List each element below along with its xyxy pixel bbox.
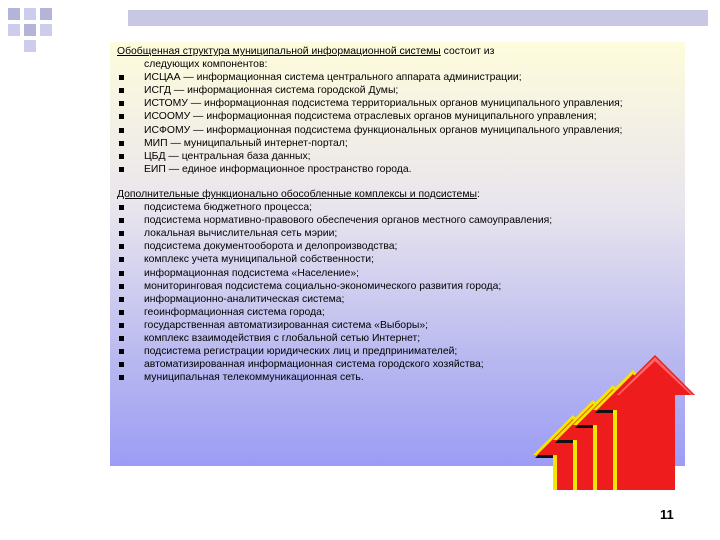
list-item [117, 319, 677, 332]
bullet-icon [119, 101, 124, 106]
bullet-icon [119, 205, 124, 210]
bullet-icon [119, 271, 124, 276]
list-item [117, 267, 677, 280]
list-item [117, 293, 677, 306]
bullet-icon [119, 128, 124, 133]
list-item [117, 150, 677, 163]
bullet-icon [119, 231, 124, 236]
list-item-text: информационно-аналитическая система; [144, 293, 345, 305]
bullet-icon [119, 154, 124, 159]
bullet-icon [119, 310, 124, 315]
bullet-icon [119, 114, 124, 119]
list-item-text: ИСООМУ — информационная подсистема отраслевых органов муниципального управления; [144, 111, 597, 123]
list-item-text: подсистема регистрации юридических лиц и предпринимателей; [144, 346, 458, 358]
bullet-icon [119, 284, 124, 289]
list-item-text: ИСЦАА — информационная система центрального аппарата администрации; [144, 72, 522, 84]
list-item [117, 84, 677, 97]
list-item-text: ЦБД — центральная база данных; [144, 150, 311, 162]
list-item-text: ИСГД — информационная система городской Думы; [144, 85, 399, 97]
section1-heading-line2: следующих компонентов: [144, 59, 268, 71]
list-item [117, 240, 677, 253]
list-item-text: информационная подсистема «Население»; [144, 267, 360, 279]
list-item-text: комплекс учета муниципальной собственности; [144, 254, 374, 266]
bullet-icon [119, 244, 124, 249]
bullet-icon [119, 75, 124, 80]
list-item [117, 253, 677, 266]
section1-heading-underlined: Обобщенная структура муниципальной информационной системы [117, 46, 441, 57]
bullet-icon [119, 349, 124, 354]
bullet-icon [119, 375, 124, 380]
list-item [117, 137, 677, 150]
list-item [117, 124, 677, 137]
section1-list [117, 71, 677, 176]
bullet-icon [119, 167, 124, 172]
bullet-icon [119, 362, 124, 367]
list-item-text: комплекс взаимодействия с глобальной сетью Интернет; [144, 332, 421, 344]
list-item [117, 332, 677, 345]
list-item-text: подсистема нормативно-правового обеспечения органов местного самоуправления; [144, 215, 553, 227]
list-item-text: геоинформационная система города; [144, 306, 325, 318]
bullet-icon [119, 336, 124, 341]
list-item-text: подсистема документооборота и делопроизводства; [144, 241, 398, 253]
bullet-icon [119, 257, 124, 262]
bullet-icon [119, 88, 124, 93]
list-item-text: государственная автоматизированная система «Выборы»; [144, 319, 428, 331]
section1-heading-rest: состоит из [440, 46, 495, 57]
slide-content [117, 45, 677, 384]
arrows-graphic [525, 355, 705, 490]
list-item-text: автоматизированная информационная система городского хозяйства; [144, 359, 484, 371]
list-item [117, 227, 677, 240]
section1-heading [117, 45, 677, 71]
bullet-icon [119, 218, 124, 223]
list-item [117, 163, 677, 176]
page-number: 11 [660, 507, 674, 522]
list-item [117, 214, 677, 227]
bullet-icon [119, 323, 124, 328]
list-item-text: локальная вычислительная сеть мэрии; [144, 228, 338, 240]
list-item [117, 97, 677, 110]
list-item [117, 71, 677, 84]
section2-heading [117, 188, 677, 201]
list-item [117, 201, 677, 214]
list-item [117, 306, 677, 319]
list-item [117, 110, 677, 123]
list-item-text: ИСТОМУ — информационная подсистема территориальных органов муниципального управления; [144, 98, 623, 110]
bullet-icon [119, 297, 124, 302]
list-item-text: подсистема бюджетного процесса; [144, 202, 312, 214]
list-item-text: ЕИП — единое информационное пространство города. [144, 163, 412, 175]
list-item [117, 280, 677, 293]
list-item-text: МИП — муниципальный интернет-портал; [144, 137, 348, 149]
list-item-text: мониторинговая подсистема социально-экономического развития города; [144, 280, 502, 292]
list-item-text: муниципальная телекоммуникационная сеть. [144, 372, 364, 384]
bullet-icon [119, 141, 124, 146]
section2-heading-underlined: Дополнительные функционально обособленные комплексы и подсистемы [117, 188, 477, 200]
section2-heading-rest: : [476, 188, 480, 200]
list-item-text: ИСФОМУ — информационная подсистема функциональных органов муниципального управления; [144, 124, 623, 136]
